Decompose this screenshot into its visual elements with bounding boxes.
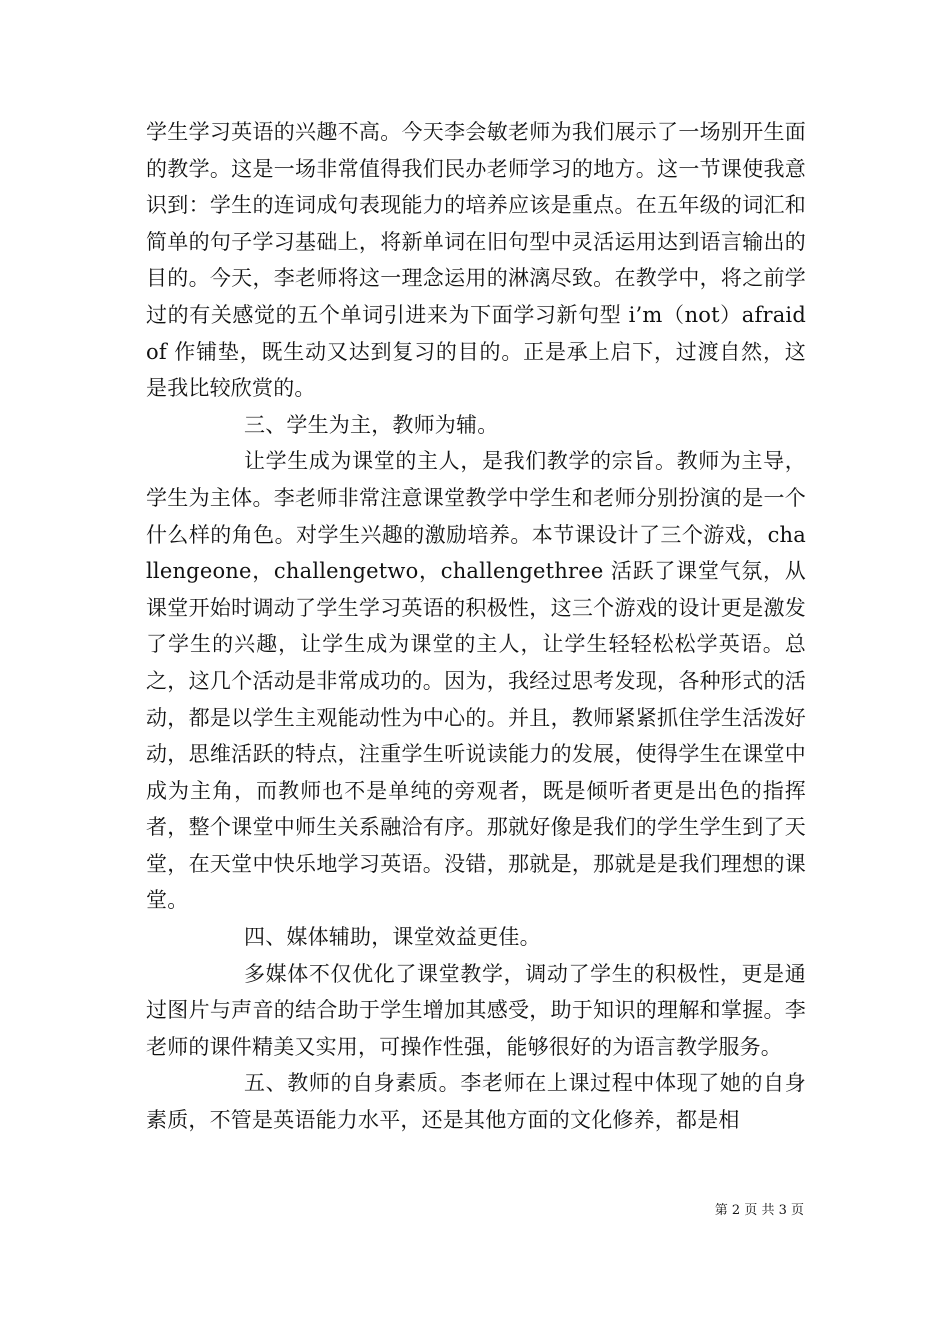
paragraph-section-5: 五、教师的自身素质。李老师在上课过程中体现了她的自身素质，不管是英语能力水平，还是其他方面的文化修养，都是相: [146, 1071, 806, 1133]
paragraph-section-4: 多媒体不仅优化了课堂教学，调动了学生的积极性，更是通过图片与声音的结合助于学生增加其感受，助于知识的理解和掌握。李老师的课件精美又实用，可操作性强，能够很好的为语言教学服务。: [146, 961, 806, 1059]
paragraph-section-3: 让学生成为课堂的主人，是我们教学的宗旨。教师为主导，学生为主体。李老师非常注意课堂教学中学生和老师分别扮演的是一个什么样的角色。对学生兴趣的激励培养。本节课设计了三个游戏，challengeone，challengetwo，challengethree 活跃了课堂气氛，从课堂开始时调动了学生学习英语的积极性，这三个游戏的设计更是激发了学生的兴趣，让学生成为课堂的主人，让学生轻轻松松学英语。总之，这几个活动是非常成功的。因为，我经过思考发现，各种形式的活动，都是以学生主观能动性为中心的。并且，教师紧紧抓住学生活泼好动，思维活跃的特点，注重学生听说读能力的发展，使得学生在课堂中成为主角，而教师也不是单纯的旁观者，既是倾听者更是出色的指挥者，整个课堂中师生关系融洽有序。那就好像是我们的学生学生到了天堂，在天堂中快乐地学习英语。没错，那就是，那就是是我们理想的课堂。: [146, 449, 806, 913]
page-number-footer: 第 2 页 共 3 页: [714, 1203, 804, 1218]
section-heading-3: 三、学生为主，教师为辅。: [244, 412, 499, 437]
document-body: [146, 114, 806, 1139]
section-heading-4: 四、媒体辅助，课堂效益更佳。: [244, 925, 541, 950]
paragraph-intro-continued: 学生学习英语的兴趣不高。今天李会敏老师为我们展示了一场别开生面的教学。这是一场非常值得我们民办老师学习的地方。这一节课使我意识到：学生的连词成句表现能力的培养应该是重点。在五年级的词汇和简单的句子学习基础上，将新单词在旧句型中灵活运用达到语言输出的目的。今天，李老师将这一理念运用的淋漓尽致。在教学中，将之前学过的有关感觉的五个单词引进来为下面学习新句型 i’m（not）afraidof 作铺垫，既生动又达到复习的目的。正是承上启下，过渡自然，这是我比较欣赏的。: [146, 120, 806, 401]
